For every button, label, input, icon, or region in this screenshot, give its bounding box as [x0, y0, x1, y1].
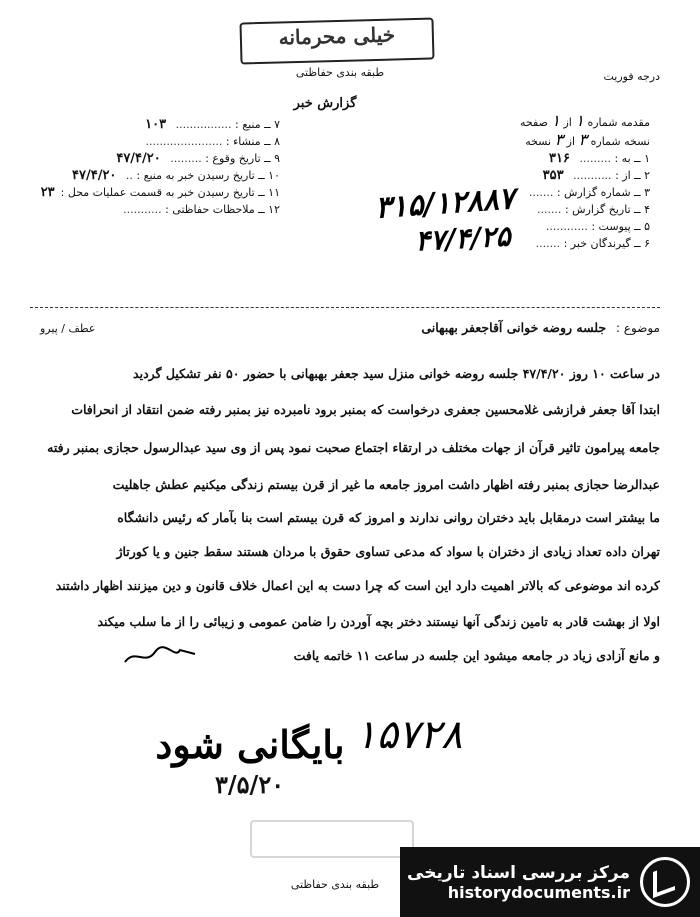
field-source: ۷ ــ منبع : ................ ۱۰۳	[145, 117, 280, 132]
archive-date: ۳/۵/۲۰	[215, 770, 285, 799]
field-report-number: ۳ ــ شماره گزارش : .......	[528, 186, 650, 199]
field-report-date: ۴ ــ تاریخ گزارش : .......	[536, 203, 650, 216]
body-line: تهران داده تعداد زیادی از دختران با سواد که مدعی تساوی حقوق با مردان هستند سقط جنین و یا کورتاژ	[116, 544, 660, 559]
watermark	[400, 847, 700, 917]
body-line: اولا از بهشت قادر به تامین زندگی آنها نیستند دختر بچه آوردن را ضامن عمومی و زیبائی را از ما سلب میکند	[97, 614, 660, 629]
report-title: گزارش خبر	[293, 96, 357, 111]
footer-classification-caption: طبقه بندی حفاظتی	[290, 878, 380, 891]
field-recipients: ۶ ــ گیرندگان خبر : .......	[535, 237, 650, 250]
body-line: در ساعت ۱۰ روز ۴۷/۴/۲۰ جلسه روضه خوانی منزل سید جعفر بهبهانی با حضور ۵۰ نفر تشکیل گردید	[133, 366, 660, 381]
body-line: و مانع آزادی زیاد در جامعه میشود این جلسه در ساعت ۱۱ خاتمه یافت	[293, 648, 660, 663]
body-line: کرده اند موضوعی که بالاتر اهمیت دارد این است که چرا دست به این اعمال خلاف قانون و دین میزنند اظهار داشتند	[55, 578, 660, 593]
handwritten-report-date: ۴۷/۴/۲۵	[414, 219, 512, 258]
left-fields	[30, 116, 280, 218]
field-source-receipt-date: ۱۰ ــ تاریخ رسیدن خبر به منبع : .. ۴۷/۴/۲۰	[72, 168, 280, 183]
subject-line	[40, 320, 660, 335]
body-line: ما بیشتر است درمقابل باید دختران روانی ندارند و امروز که قرن بیستم است بنا بآمار که رئیس دانشگاه	[117, 510, 660, 525]
field-from: ۲ ــ از : ........... ۳۵۳	[542, 168, 650, 183]
field-security-notes: ۱۲ ــ ملاحظات حفاظتی : ...........	[123, 203, 280, 216]
watermark-org: مرکز بررسی اسناد تاریخی	[407, 862, 630, 883]
body-line: ابتدا آقا جعفر فرازشی غلامحسین جعفری درخواست که بمنبر برود نامبرده نیز بمنبر رفته ضمن انتقاد از انحرافات	[71, 402, 660, 417]
reference-label: عطف / پیرو	[40, 322, 96, 335]
field-origin: ۸ ــ منشاء : ......................	[145, 135, 280, 148]
field-ops-receipt-date: ۱۱ ــ تاریخ رسیدن خبر به قسمت عملیات محل :۲۳	[40, 185, 280, 200]
faded-stamp	[250, 820, 414, 858]
archive-number: ۱۵۷۲۸	[355, 712, 463, 758]
classification-stamp-text: خیلی محرمانه	[278, 22, 396, 50]
field-copy-number: نسخه شماره ۳ از ۳ نسخه	[525, 130, 650, 149]
field-attachment: ۵ ــ پیوست : ............	[545, 220, 650, 233]
watermark-url: historydocuments.ir	[447, 882, 630, 902]
body-line: جامعه پیرامون تاثیر قرآن از جهات مختلف در ارتقاء اجتماع صحبت نمود پس از وی سید عبدالرسول حجازی بمنبر رفته	[47, 440, 660, 455]
archive-logo-icon	[640, 857, 690, 907]
priority-label: درجه فوریت	[603, 70, 660, 83]
header-divider	[30, 307, 660, 308]
body-line: عبدالرضا حجازی بمنبر رفته اظهار داشت امروز جامعه ما غیر از قرن بیستم زندگی میکنیم عطش جاهلیت	[112, 477, 660, 492]
field-intro-number: مقدمه شماره ۱ از ۱ صفحه	[520, 111, 650, 130]
subject-label: موضوع :	[615, 321, 660, 335]
classification-caption: طبقه بندی حفاظتی	[295, 66, 385, 79]
field-to: ۱ ــ به : ......... ۳۱۶	[549, 151, 650, 166]
subject-text: جلسه روضه خوانی آقاجعفر بهبهانی	[421, 320, 607, 335]
field-event-date: ۹ ــ تاریخ وقوع : ......... ۴۷/۴/۲۰	[116, 151, 280, 166]
classification-stamp	[239, 17, 434, 64]
archive-instruction: بایگانی شود	[155, 722, 345, 767]
watermark-text	[407, 863, 636, 902]
handwritten-report-number: ۳۱۵/۱۲۸۸۷	[373, 181, 516, 226]
signature-mark	[120, 640, 200, 670]
